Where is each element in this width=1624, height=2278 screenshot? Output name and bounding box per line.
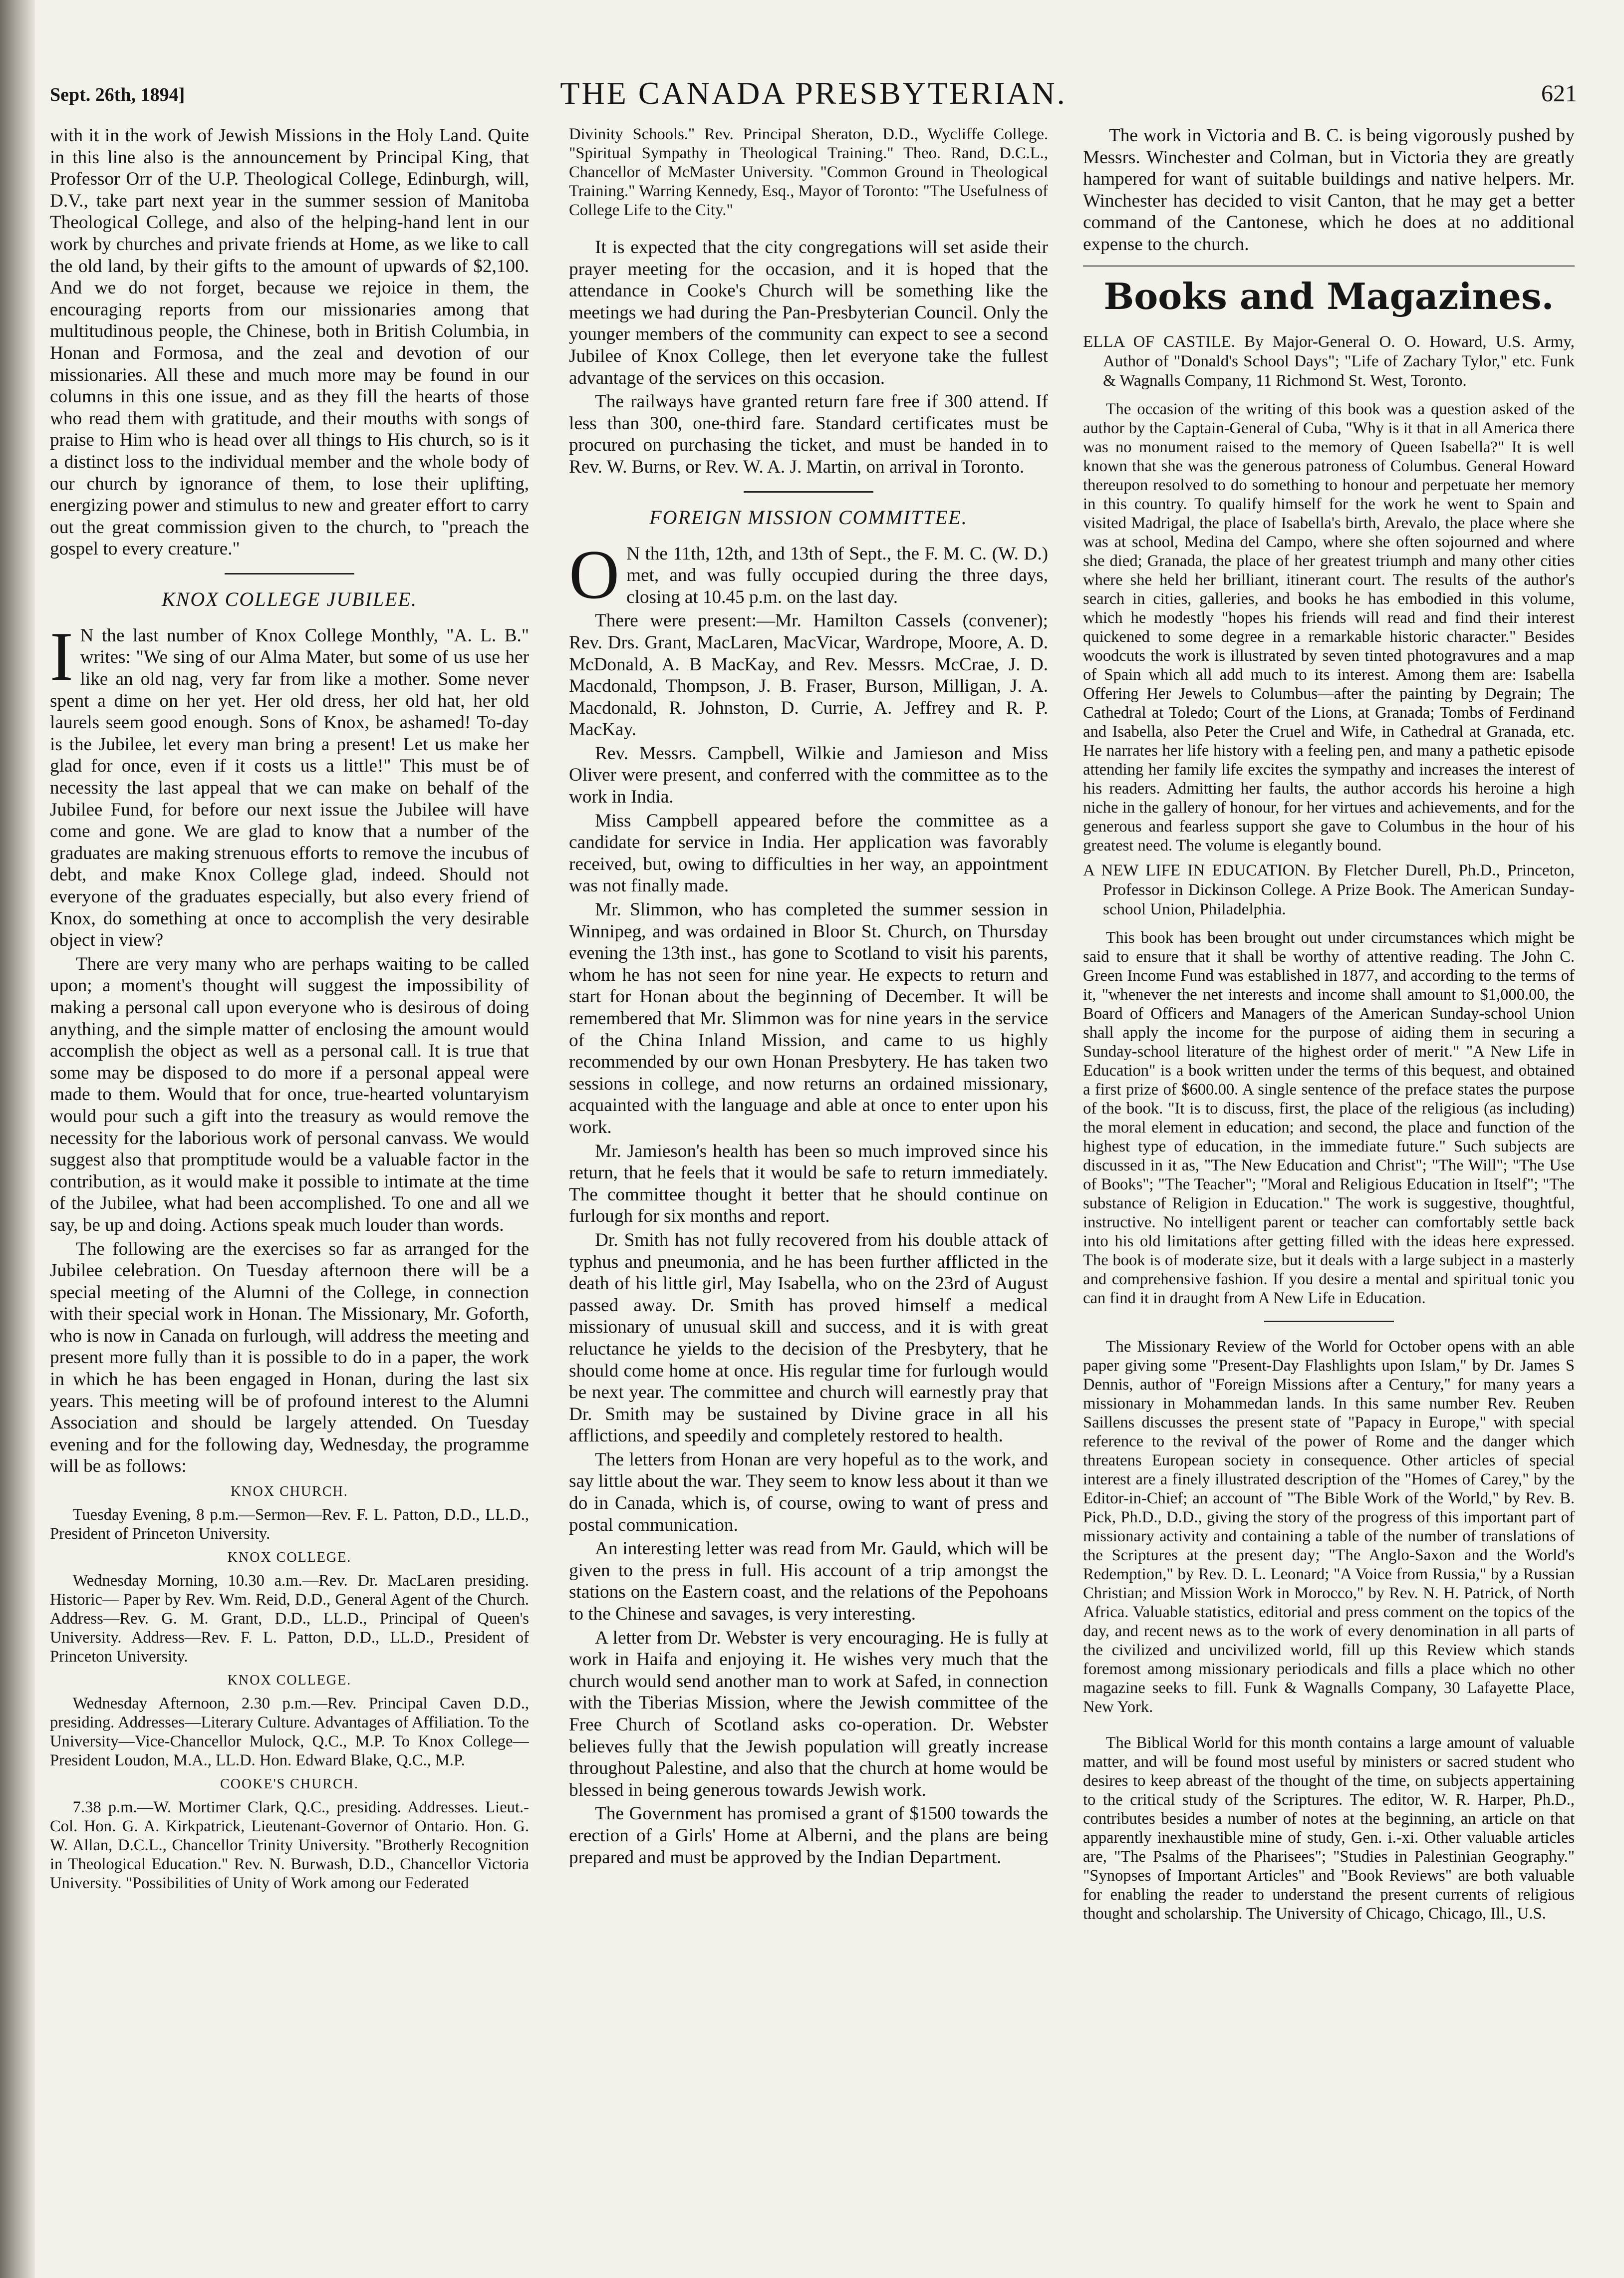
heading-knox-jubilee: KNOX COLLEGE JUBILEE. [162,587,417,610]
magazine-note: The Missionary Review of the World for October opens with an able paper giving some "Present-Day Flashlights upon Islam," by Dr. James S Dennis, author of "Foreign Missions after a Century," for many years a missionary in Mohammedan lands. In this same number Rev. Reuben Saillens discusses the present state of "Papacy in Europe," with special reference to the revival of the power of Rome and the danger which threatens European society in consequence. Other articles of special interest are a finely illustrated description of the "Homes of Carey," by the Editor-in-Chief; an account of "The Bible Work of the World," by Rev. B. Pick, Ph.D., D.D., giving the story of the progress of this important part of missionary activity and containing a table of the number of translations of the Scriptures at the present day; "The Anglo-Saxon and the World's Redemption," by Rev. D. L. Leonard; "A Voice from Russia," by a Russian Christian; and Mission Work in Morocco," by Rev. N. H. Patrick, of North Africa. Valuable statistics, editorial and press comment on the topics of the day, and recent news as to the work of every denomination in all parts of the civilized and uncivilized world, fill up this Review which stands foremost among missionary periodicals and fills a place which no other magazine seeks to fill. Funk & Wagnalls Company, 30 Lafayette Place, New York. [1083,1337,1575,1716]
column-1 [50,125,529,2256]
article-paragraph: O N the 11th, 12th, and 13th of Sept., the F. M. C. (W. D.) met, and was fully occupied during the three days, closing at 10.45 p.m. on the last day. [569,536,1048,613]
article-paragraph: Mr. Slimmon, who has completed the summer session in Winnipeg, and was ordained in Bloor St. Church, on Thursday evening the 13th inst., has gone to Scotland to visit his parents, whom he has not seen for nine year. He expects to return and start for Honan about the beginning of December. It will be remembered that Mr. Slimmon was for nine years in the service of the China Inland Mission, and came to us highly recommended by our own Honan Presbytery. He has taken two sessions in college, and now returns an ordained missionary, acquainted with the language and able at once to enter upon his work. [569,899,1048,1138]
article-paragraph: There are very many who are perhaps waiting to be called upon; a moment's thought will suggest the impossibility of making a personal call upon everyone who is desirous of doing anything, and the simple matter of enclosing the amount would accomplish the object as well as a personal call. It is true that some may be disposed to do more if a personal appeal were made to them. Would that for once, true-hearted voluntaryism would pour such a gift into the treasury as would remove the necessity for the laborious work of personal canvass. We would suggest also that promptitude would be a valuable factor in the contribution, as it would make it possible to intimate at the time of the Jubilee, what had been accomplished. To one and all we say, be up and doing. Actions speak much louder than words. [50,953,529,1235]
magazine-notes [1083,1337,1575,1923]
article-paragraph: The following are the exercises so far as arranged for the Jubilee celebration. On Tuesday afternoon there will be a special meeting of the Alumni of the College, in connection with their special work in Honan. The Missionary, Mr. Goforth, who is now in Canada on furlough, will address the meeting and present more fully than it is possible to do in a paper, the work in which he has been engaged in Honan, during the last six years. This meeting will be of profound interest to the Alumni Association and should be largely attended. On Tuesday evening and for the following day, Wednesday, the programme will be as follows: [50,1238,529,1477]
magazine-note: The Biblical World for this month contains a large amount of valuable matter, and will be found most useful by ministers or sacred student who desires to keep abreast of the thought of the time, on subjects appertaining to the critical study of the Scriptures. The editor, W. R. Harper, Ph.D., contributes besides a number of notes at the beginning, an article on that apparently inexhaustible mine of study, Gen. i.-xi. Other valuable articles are, "The Psalms of the Pharisees"; "Studies in Palestinian Geography." "Synopses of Important Articles" and "Book Reviews" are both valuable for enabling the reader to understand the present currents of religious thought and scholarship. The University of Chicago, Chicago, Ill., U.S. [1083,1733,1575,1923]
review-text: The occasion of the writing of this book was a question asked of the author by the Captain-General of Cuba, "Why is it that in all America there was no monument raised to the memory of Queen Isabella?" It is well known that she was the generous patroness of Columbus. General Howard thereupon resolved to do something to honour and perpetuate her memory in this country. To qualify himself for the work he went to Spain and visited Madrigal, the place of Isabella's birth, Arevalo, the place where she was at school, Medina del Campo, where she often sojourned and where she died; Granada, the place of her greatest triumph and many other cities where she held her brilliant, itinerant court. The results of the author's search in cities, galleries, and books he has embodied in this volume, which he modestly "hopes his friends will read and find their interest quickened to some degree in a remarkable historic character." Besides woodcuts the work is illustrated by seven tinted photogravures and a map of Spain which all add much to its interest. Among them are: Isabella Offering Her Jewels to Columbus—after the painting by Degrain; The Cathedral at Toledo; Court of the Lions, at Granada; Tombs of Ferdinand and Isabella, also Peter the Cruel and Wife, in Cathedral at Granada, etc. He narrates her life history with a feeling pen, and many a pathetic episode attending her family life excites the sympathy and increases the interest of his readers. Admitting her faults, the author accords his heroine a high niche in the gallery of honour, for her virtues and achievements, and for the generous and fearless support she gave to Columbus in the hour of his greatest need. The volume is elegantly bound. [1083,400,1575,854]
column-2 [569,125,1048,2256]
programme-venue: COOKE'S CHURCH. [220,1776,359,1792]
programme-venue: KNOX COLLEGE. [227,1673,352,1689]
programme-venue: KNOX COLLEGE. [227,1550,352,1566]
column-3 [1083,125,1575,2256]
article-paragraph: I N the last number of Knox College Monthly, "A. L. B." writes: "We sing of our Alma Mater, but some of us use her like an old nag, very far from like a mother. Some never spent a dime on her yet. Her old dress, her old hat, her old laurels seem good enough. Sons of Knox, be ashamed! To-day is the Jubilee, let every man bring a present! Let us make her glad for once, even if it costs us a little!" This must be of necessity the last appeal that we can make on behalf of the Jubilee Fund, for before our next issue the Jubilee will have come and gone. We are glad to know that a number of the graduates are making strenuous efforts to remove the incubus of debt, and make Knox College glad, indeed. Should not everyone of the graduates especially, but also every friend of Knox, do something at once to accomplish the very desirable object in view? [50,617,529,951]
article-paragraph: The letters from Honan are very hopeful as to the work, and say little about the war. They seem to know less about it than we do in Canada, which is, of course, owing to want of press and postal communication. [569,1449,1048,1535]
programme [50,1482,529,1893]
section-rule [225,573,354,574]
book-entry-title: ELLA OF CASTILE. By Major-General O. O. Howard, U.S. Army, Author of "Donald's School Days"; "Life of Zachary Tylor," etc. Funk & Wagnalls Company, 11 Richmond St. West, Toronto. [1083,332,1575,390]
heading-books-magazines: Books and Magazines. [1103,275,1554,317]
heading-foreign-mission: FOREIGN MISSION COMMITTEE. [649,506,968,529]
article-paragraph: Miss Campbell appeared before the committee as a candidate for service in India. Her application was favorably received, but, owing to difficulties in her way, an appointment was not finally made. [569,810,1048,896]
header-date: Sept. 26th, 1894] [50,84,185,105]
programme-venue: KNOX CHURCH. [231,1484,348,1500]
binding-edge [0,0,35,2278]
programme-item: Divinity Schools." Rev. Principal Sheraton, D.D., Wycliffe College. "Spiritual Sympathy in Theological Training." Theo. Rand, D.C.L., Chancellor of McMaster University. "Common Ground in Theological Training." Warring Kennedy, Esq., Mayor of Toronto: "The Usefulness of College Life to the City." [569,125,1048,219]
section-rule [744,491,873,493]
article-paragraph: Mr. Jamieson's health has been so much improved since his return, that he feels that it would be safe to return immediately. The committee thought it better that he should continue on furlough for six months and report. [569,1140,1048,1227]
article-paragraph: The railways have granted return fare free if 300 attend. If less than 300, one-third fare. Standard certificates must be procured on purchasing the ticket, and must be handed in to Rev. W. Burns, or Rev. W. A. J. Martin, on arrival in Toronto. [569,391,1048,477]
programme-item: Tuesday Evening, 8 p.m.—Sermon—Rev. F. L. Patton, D.D., LL.D., President of Princeton University. [50,1506,529,1543]
book-review [1083,928,1575,1308]
programme-continued [569,125,1048,220]
review-text: This book has been brought out under circumstances which might be said to ensure that it shall be worthy of attentive reading. The John C. Green Income Fund was established in 1877, and according to the terms of it, "whenever the net interests and income shall amount to $1,000.00, the Board of Officers and Managers of the American Sunday-school Union shall apply the income for the purpose of aiding them in securing a Sunday-school literature of the highest order of merit." "A New Life in Education" is a book written under the terms of this bequest, and obtained a first prize of $600.00. A single sentence of the preface states the purpose of the book. "It is to discuss, first, the place of the religious (as including) the moral element in education; and second, the place and function of the highest type of education, in the immediate future." Such subjects are discussed in it as, "The New Education and Christ"; "The Will"; "The Use of Books"; "The Teacher"; "Moral and Religious Education in Itself"; "The substance of Religion in Education." The work is suggestive, thoughtful, instructive. No intelligent parent or teacher can comfortably settle back into his old limitations after getting filled with the ideas here expressed. The book is of moderate size, but it deals with a large subject in a masterly and comprehensive fashion. If you desire a mental and spiritual tonic you can find it in draught from A New Life in Education. [1083,928,1575,1307]
page-header [50,75,1577,120]
book-entry-title: A NEW LIFE IN EDUCATION. By Fletcher Durell, Ph.D., Princeton, Professor in Dickinson College. A Prize Book. The American Sunday-school Union, Philadelphia. [1083,861,1575,918]
drop-cap: O [569,536,620,613]
article-paragraph: There were present:—Mr. Hamilton Cassels (convener); Rev. Drs. Grant, MacLaren, MacVicar, Wardrope, Moore, A. D. McDonald, A. B MacKay, and Rev. Messrs. McCrae, J. D. Macdonald, Thompson, J. B. Fraser, Burson, Milligan, J. A. Macdonald, R. Johnston, D. Currie, A. Jeffrey and R. P. MacKay. [569,610,1048,740]
continued-paragraph: with it in the work of Jewish Missions in the Holy Land. Quite in this line also is the announcement by Principal King, that Professor Orr of the U.P. Theological College, Edinburgh, will, D.V., take part next year in the summer session of Manitoba Theological College, and also of the helping-hand lent in our work by churches and private friends at Home, as we like to call the old land, by their gifts to the amount of upwards of $2,100. And we do not forget, because we rejoice in them, the encouraging reports from our missionaries among that multitudinous people, the Chinese, both in British Columbia, in Honan and Formosa, and the zeal and devotion of our missionaries. All these and much more may be found in our columns in this one issue, and as they fill the hearts of those who read them with gratitude, and their mouths with songs of praise to Him who is head over all things to His church, so is it a distinct loss to the individual member and the whole body of our church by ignorance of them, to lose their uplifting, energizing power and stimulus to new and greater effort to carry out the great commission given to the church, to "preach the gospel to every creature." [50,125,529,560]
book-review [1083,400,1575,855]
article-paragraph: An interesting letter was read from Mr. Gauld, which will be given to the press in full. His account of a trip amongst the stations on the Eastern coast, and the relations of the Pepohoans to the Chinese and savages, is very interesting. [569,1538,1048,1625]
drop-cap: I [50,617,73,695]
article-paragraph: Rev. Messrs. Campbell, Wilkie and Jamieson and Miss Oliver were present, and conferred with the committee as to the work in India. [569,743,1048,808]
article-paragraph: The work in Victoria and B. C. is being vigorously pushed by Messrs. Winchester and Colman, but in Victoria they are greatly hampered for want of suitable buildings and native helpers. Mr. Winchester has decided to visit Canton, that he may get a better command of the Cantonese, which he does at no additional expense to the church. [1083,125,1575,255]
page-number: 621 [1541,80,1577,107]
masthead-title: THE CANADA PRESBYTERIAN. [560,75,1067,111]
programme-item: 7.38 p.m.—W. Mortimer Clark, Q.C., presiding. Addresses. Lieut.-Col. Hon. G. A. Kirkpatrick, Lieutenant-Governor of Ontario. Hon. G. W. Allan, D.C.L., Chancellor Trinity University. "Brotherly Recognition in Theological Education." Rev. N. Burwash, D.D., Chancellor Victoria University. "Possibilities of Unity of Work among our Federated [50,1798,529,1893]
programme-item: Wednesday Afternoon, 2.30 p.m.—Rev. Principal Caven D.D., presiding. Addresses—Literary Culture. Advantages of Affiliation. To the University—Vice-Chancellor Mulock, Q.C., M.P. To Knox College—President Loudon, M.A., LL.D. Hon. Edward Blake, Q.C., M.P. [50,1695,529,1770]
section-rule [1083,266,1575,267]
article-paragraph: Dr. Smith has not fully recovered from his double attack of typhus and pneumonia, and he has been further afflicted in the death of his little girl, May Isabella, who on the 23rd of August passed away. Dr. Smith has proved himself a medical missionary of unusual skill and success, and it is with great reluctance he yields to the decision of the Presbytery, that he should come home at once. His regular time for furlough would be next year. The committee and church will earnestly pray that Dr. Smith may be sustained by Divine grace in all his afflictions, and speedily and completely restored to health. [569,1229,1048,1446]
article-paragraph: A letter from Dr. Webster is very encouraging. He is fully at work in Haifa and enjoying it. He wishes very much that the church would send another man to work at Safed, in connection with the Tiberias Mission, where the Jewish committee of the Free Church of Scotland asks co-operation. Dr. Webster believes fully that the Jewish population will greatly increase throughout Palestine, and also that the church at home would be blessed in being generous towards Jewish work. [569,1627,1048,1800]
article-paragraph: The Government has promised a grant of $1500 towards the erection of a Girls' Home at Alberni, and the plans are being prepared and must be approved by the Indian Department. [569,1803,1048,1868]
programme-item: Wednesday Morning, 10.30 a.m.—Rev. Dr. MacLaren presiding. Historic— Paper by Rev. Wm. Reid, D.D., General Agent of the Church. Address—Rev. G. M. Grant, D.D., LL.D., Principal of Queen's University. Address—Rev. F. L. Patton, D.D., LL.D., President of Princeton University. [50,1572,529,1666]
article-paragraph: It is expected that the city congregations will set aside their prayer meeting for the occasion, and it is hoped that the attendance in Cooke's Church will be something like the meetings we had during the Pan-Presbyterian Council. Only the younger members of the community can expect to see a second Jubilee of Knox College, then let everyone take the fullest advantage of the services on this occasion. [569,237,1048,388]
